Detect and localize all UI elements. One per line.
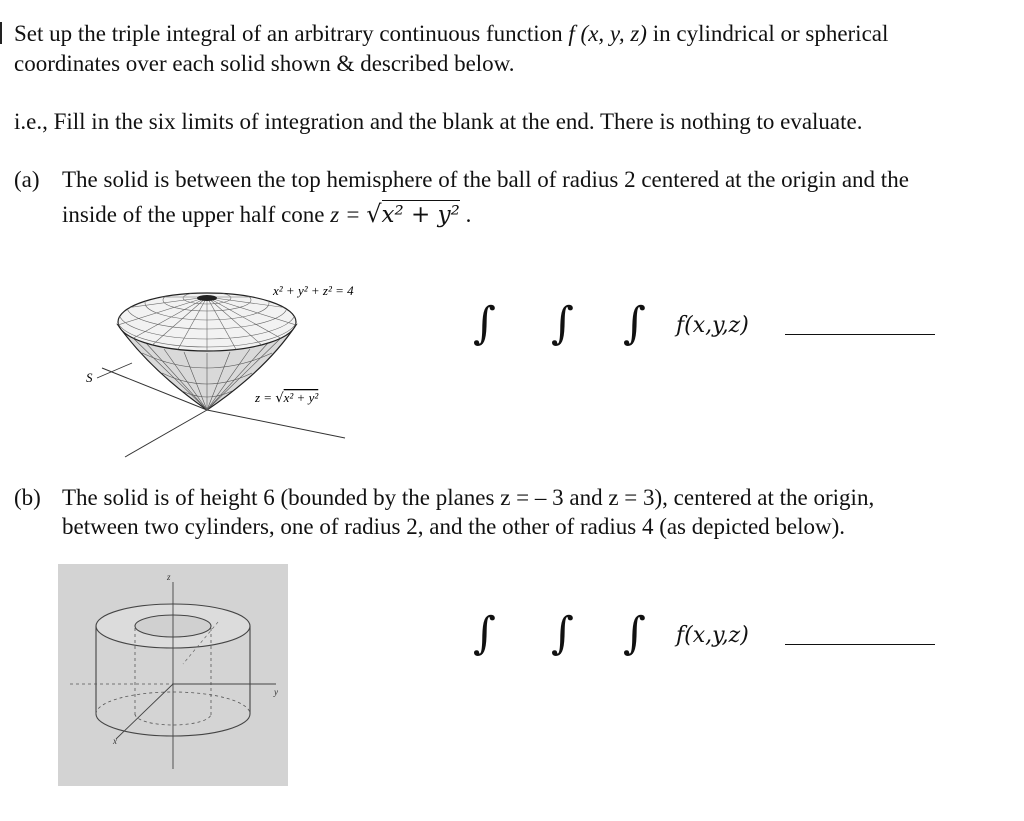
- part-a-line-2-text: inside of the upper half cone: [62, 202, 331, 227]
- answer-blank[interactable]: [785, 333, 935, 335]
- figure-b-cylinders: [58, 564, 288, 786]
- sqrt-symbol: √: [366, 200, 382, 228]
- y-axis-label: y: [274, 687, 278, 697]
- sphere-equation-label: x² + y² + z² = 4: [273, 283, 354, 298]
- part-a-line-1: The solid is between the top hemisphere of the ball of radius 2 centered at the origin and the: [62, 167, 909, 192]
- solid-label: S: [86, 370, 93, 385]
- axis-y: [207, 410, 345, 438]
- part-a-label: (a): [14, 167, 40, 192]
- function-notation: f (x, y, z): [568, 21, 647, 46]
- sphere-pole: [197, 295, 217, 301]
- left-margin-bar: [0, 22, 2, 44]
- figure-a-cone-sphere: [80, 275, 410, 465]
- part-a-line-2: [62, 200, 471, 230]
- z-axis-label: z: [167, 572, 171, 582]
- intro-text-end: in cylindrical or spherical: [646, 21, 889, 46]
- intro-line-1: [14, 19, 888, 48]
- axis-x: [125, 410, 207, 457]
- integral-sign: ∫: [623, 608, 646, 659]
- integral-sign: ∫: [473, 608, 496, 659]
- intro-text: Set up the triple integral of an arbitrary continuous function: [14, 21, 569, 46]
- part-a-period: .: [459, 202, 472, 227]
- integrand: f(x,y,z): [676, 313, 749, 338]
- cone-equation-label: z = √x² + y²: [255, 390, 319, 406]
- x-axis-label: x: [113, 736, 117, 746]
- part-b-label: (b): [14, 485, 41, 510]
- integral-sign: ∫: [551, 298, 574, 349]
- part-b-line-2: between two cylinders, one of radius 2, and the other of radius 4 (as depicted below).: [62, 514, 846, 539]
- cone-equation-rhs: x² + y²: [381, 202, 460, 228]
- answer-blank[interactable]: [785, 643, 935, 645]
- instruction-text: i.e., Fill in the six limits of integration and the blank at the end. There is nothing to evaluate.: [14, 109, 863, 134]
- integral-sign: ∫: [473, 298, 496, 349]
- solid-pointer: [97, 363, 132, 378]
- integrand: f(x,y,z): [676, 623, 749, 648]
- cone-equation-lhs: z =: [330, 202, 361, 227]
- integral-sign: ∫: [623, 298, 646, 349]
- integral-sign: ∫: [551, 608, 574, 659]
- intro-line-2: coordinates over each solid shown & described below.: [14, 51, 515, 76]
- part-b-line-1: The solid is of height 6 (bounded by the planes z = – 3 and z = 3), centered at the origin,: [62, 485, 875, 510]
